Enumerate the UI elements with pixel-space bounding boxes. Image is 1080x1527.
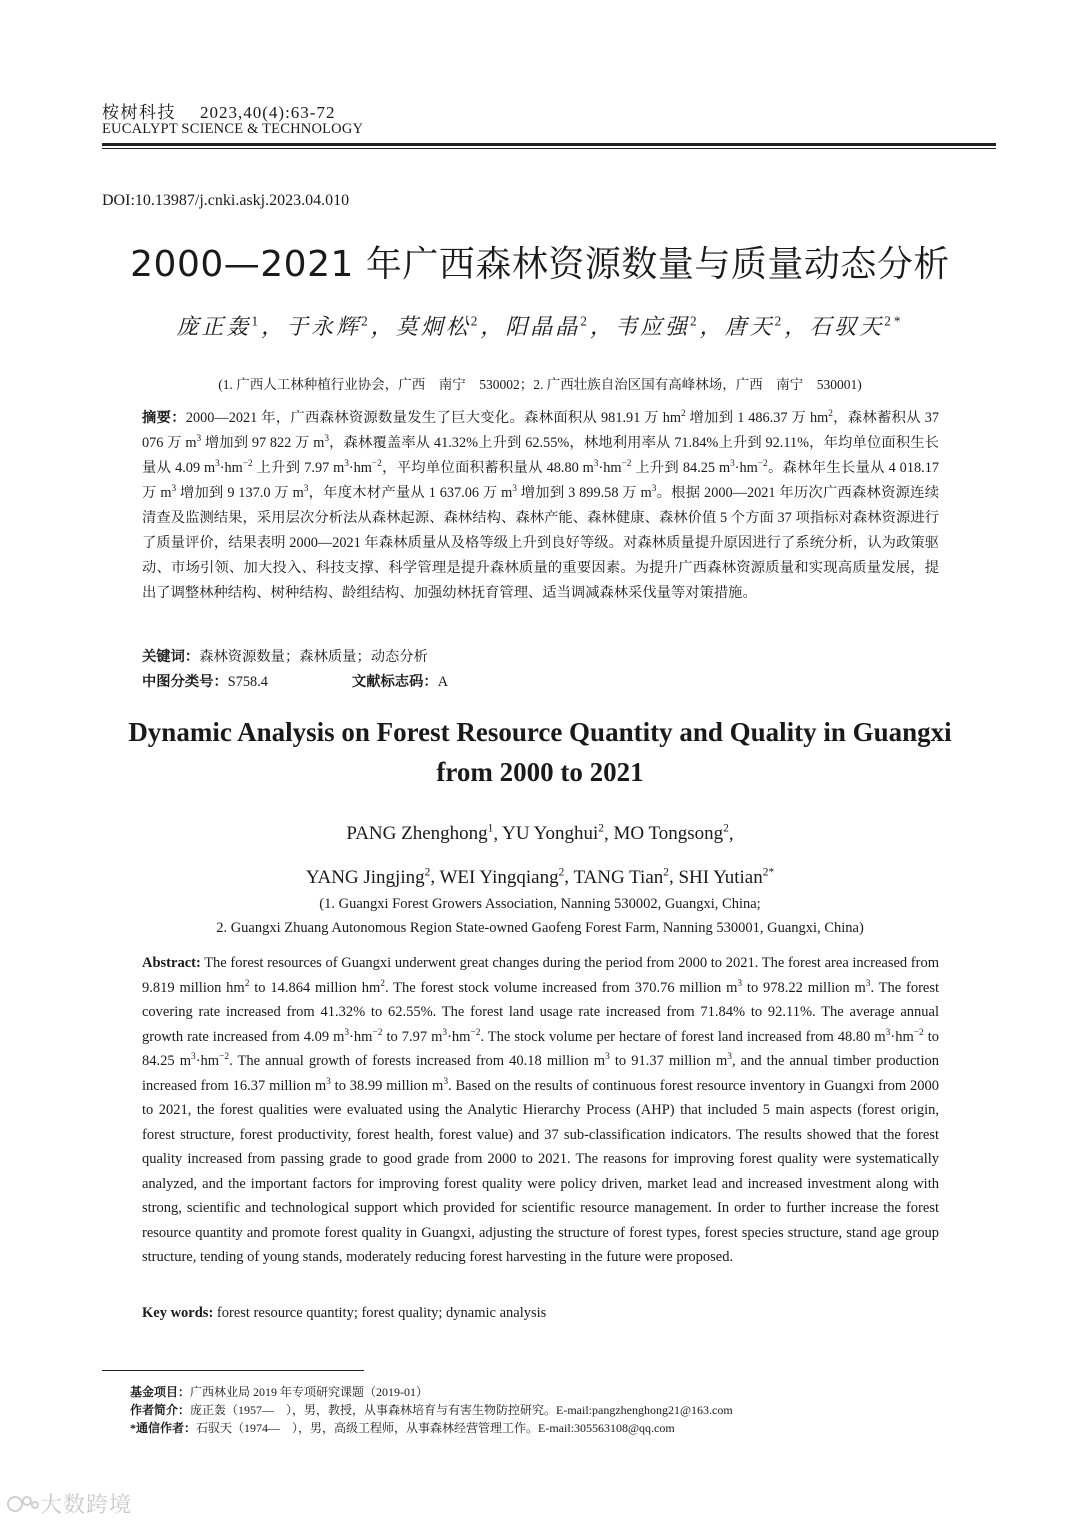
author-en: SHI Yutian$^{2*}$	[678, 866, 775, 888]
author-en: YU Yonghui$^2$	[502, 823, 604, 845]
journal-header	[102, 98, 996, 149]
affiliation-en-1: (1. Guangxi Forest Growers Association, Nanning 530002, Guangxi, China;	[319, 896, 761, 912]
footnote-text: 广西林业局 2019 年专项研究课题（2019-01）	[190, 1385, 429, 1399]
footnote-text: 石驭天（1974— ），男，高级工程师，从事森林经营管理工作。E-mail:305563108@qq.com	[196, 1421, 675, 1435]
doi[interactable]: DOI:10.13987/j.cnki.askj.2023.04.010	[102, 192, 350, 209]
footnote	[130, 1383, 733, 1401]
affiliation-en-2: 2. Guangxi Zhuang Autonomous Region State-owned Gaofeng Forest Farm, Nanning 530001, Guangxi, China)	[216, 920, 864, 936]
title-cn: 2000—2021 年广西森林资源数量与质量动态分析	[130, 244, 950, 285]
author-en: WEI Yingqiang$^2$	[439, 866, 565, 888]
abstract-cn	[142, 406, 939, 606]
keywords-en-label: Key words:	[142, 1305, 214, 1321]
author-cn: 石驭天$^{2*}$	[809, 313, 904, 339]
footnote-label: 作者简介：	[130, 1403, 191, 1417]
author-cn: 阳晶晶$^2$	[505, 313, 590, 339]
journal-name-cn: 桉树科技	[102, 103, 176, 122]
abstract-cn-label: 摘要：	[142, 410, 186, 426]
author-cn: 于永辉$^2$	[286, 313, 371, 339]
watermark-text: 大数跨境	[40, 1493, 133, 1518]
abstract-en-label: Abstract:	[142, 955, 201, 971]
authors-cn: 庞正轰$^1$，于永辉$^2$，莫炯松$^2$，阳晶晶$^2$，韦应强$^2$，唐天$^2$，石驭天$^{2*}$	[176, 313, 904, 339]
keywords-cn-label: 关键词：	[142, 649, 200, 665]
clc-value: S758.4	[227, 674, 268, 690]
author-en: YANG Jingjing$^2$	[305, 866, 431, 888]
author-cn: 庞正轰$^1$	[176, 313, 262, 339]
author-en: TANG Tian$^2$	[573, 866, 669, 888]
author-cn: 韦应强$^2$	[615, 313, 700, 339]
authors-en-line2: YANG Jingjing$^2$, WEI Yingqiang$^2$, TANG Tian$^2$, SHI Yutian$^{2*}$	[305, 866, 775, 888]
affiliation-en	[0, 892, 1080, 940]
footnotes	[130, 1383, 733, 1437]
keywords-en	[142, 1305, 546, 1322]
watermark	[6, 1488, 132, 1519]
authors-en-line1: PANG Zhenghong$^1$, YU Yonghui$^2$, MO Tongsong$^2$,	[346, 823, 734, 845]
footnote-rule	[102, 1370, 364, 1371]
author-en: PANG Zhenghong$^1$	[346, 823, 494, 845]
footnote	[130, 1401, 733, 1419]
title-en: Dynamic Analysis on Forest Resource Quantity and Quality in Guangxi from 2000 to 2021	[128, 717, 952, 787]
classification-line	[142, 671, 448, 691]
affiliation-cn: (1. 广西人工林种植行业协会，广西 南宁 530002；2. 广西壮族自治区国有高峰林场，广西 南宁 530001)	[218, 377, 862, 392]
keywords-en-text: forest resource quantity; forest quality; dynamic analysis	[216, 1305, 547, 1321]
doc-code-label: 文献标志码：	[351, 674, 438, 690]
doc-code-value: A	[437, 674, 449, 690]
clc-label: 中图分类号：	[142, 674, 228, 690]
journal-volume: 2023,40(4):63-72	[200, 103, 336, 122]
abstract-cn-text: 2000—2021 年，广西森林资源数量发生了巨大变化。森林面积从 981.91 万 $hm^2$ 增加到 1 486.37 万 $hm^2$，森林蓄积从 37 076 万 $m^3$ 增加到 97 822 万 $m^3$，森林覆盖率从 41.32%上升到 62.55%，林地利用率从 71.84%上升到 92.11%，年均单位面积生长量从 4.09 $m^3\cdot hm^{-2}$ 上升到 7.97 $m^3\cdot hm^{-2}$，平均单位面积蓄积量从 48.80 $m^3\cdot hm^{-2}$ 上升到 84.25 $m^3\cdot hm^{-2}$。森林年生长量从 4 018.17 万 $m^3$ 增加到 9 137.0 万 $m^3$，年度木材产量从 1 637.06 万 $m^3$ 增加到 3 899.58 万 $m^3$。根据 2000—2021 年历次广西森林资源连续清查及监测结果，采用层次分析法从森林起源、森林结构、森林产能、森林健康、森林价值 5 个方面 37 项指标对森林资源进行了质量评价，结果表明 2000—2021 年森林质量从及格等级上升到良好等级。对森林质量提升原因进行了系统分析，认为政策驱动、市场引领、加大投入、科技支撑、科学管理是提升森林质量的重要因素。为提升广西森林资源质量和实现高质量发展，提出了调整林种结构、树种结构、龄组结构、加强幼林抚育管理、适当调减森林采伐量等对策措施。	[142, 409, 940, 601]
journal-name-en: EUCALYPT SCIENCE & TECHNOLOGY	[102, 121, 364, 137]
authors-en	[0, 810, 1080, 897]
keywords-cn-text: 森林资源数量；森林质量；动态分析	[199, 649, 428, 665]
author-en: MO Tongsong$^2$	[613, 823, 729, 845]
author-cn: 莫炯松$^2$	[395, 313, 481, 339]
abstract-en-text: The forest resources of Guangxi underwent great changes during the period from 2000 to 2021. The forest area increased from 9.819 million $hm^2$ to 14.864 million $hm^2$. The forest stock volume increased from 370.76 million $m^3$ to 978.22 million $m^3$. The forest covering rate increased from 41.32% to 62.55%. The forest land usage rate increased from 71.84% to 92.11%. The average annual growth rate increased from 4.09 $m^3\cdot hm^{-2}$ to 7.97 $m^3\cdot hm^{-2}$. The stock volume per hectare of forest land increased from 48.80 $m^3\cdot hm^{-2}$ to 84.25 $m^3\cdot hm^{-2}$. The annual growth of forests increased from 40.18 million $m^3$ to 91.37 million $m^3$, and the annual timber production increased from 16.37 million $m^3$ to 38.99 million $m^3$. Based on the results of continuous forest resource inventory in Guangxi from 2000 to 2021, the forest qualities were evaluated using the Analytic Hierarchy Process (AHP) that included 5 main aspects (forest origin, forest structure, forest productivity, forest health, forest value) and 37 sub-classification indicators. The results showed that the forest quality increased from passing grade to good grade from 2000 to 2021. The reasons for improving forest quality were systematically analyzed, and the important factors for improving forest quality were policy driven, market lead and increased investment along with strong, scientific and technological support which provided for scientific resource management. In order to further increase the forest resource quantity and promote forest quality in Guangxi, adjusting the structure of forest types, forest species structure, stand age group structure, tending of young stands, moderately reducing forest harvesting in the future were proposed.	[142, 955, 940, 1265]
author-cn: 唐天$^2$	[724, 313, 785, 339]
footnote-label: *通信作者：	[130, 1421, 197, 1435]
abstract-en	[142, 951, 939, 1270]
keywords-cn	[142, 646, 428, 666]
watermark-logo-icon	[6, 1493, 40, 1515]
footnote	[130, 1419, 733, 1437]
header-rule-thin	[102, 148, 996, 149]
footnote-text: 庞正轰（1957— ），男，教授，从事森林培育与有害生物防控研究。E-mail:pangzhenghong21@163.com	[190, 1403, 733, 1417]
footnote-label: 基金项目：	[130, 1385, 191, 1399]
header-rule-thick	[102, 143, 996, 146]
